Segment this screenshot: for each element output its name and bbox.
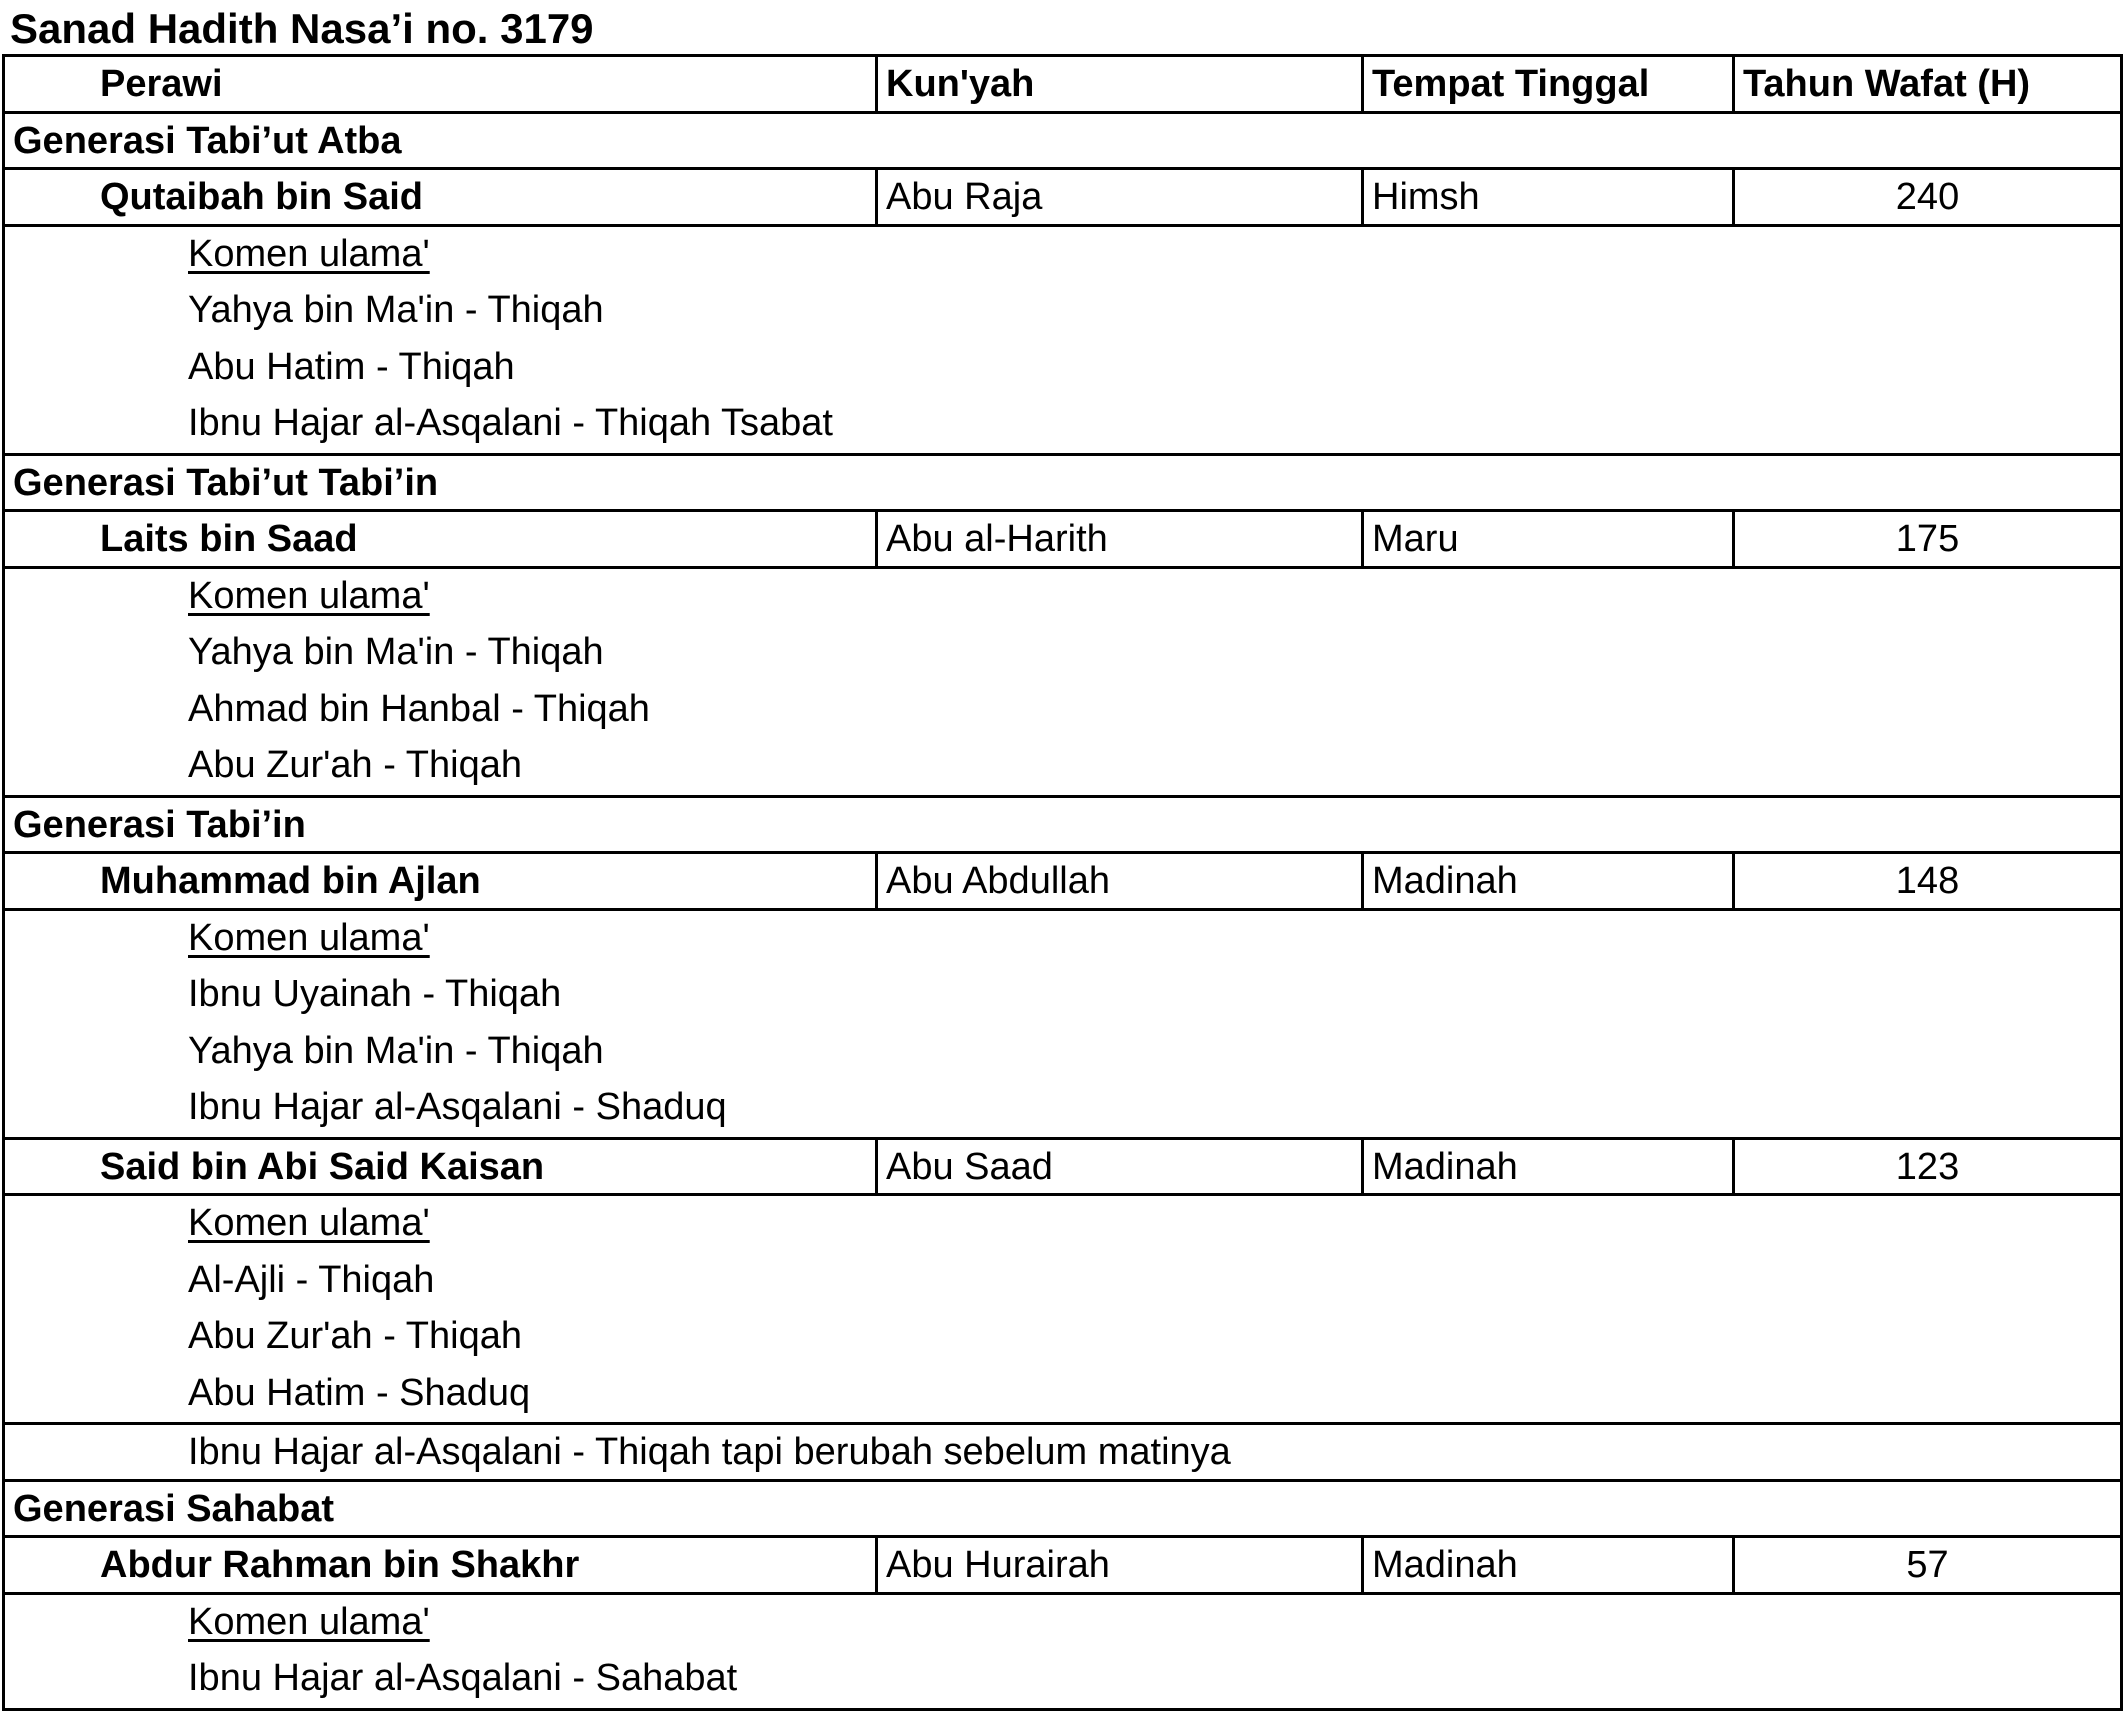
comments-heading <box>5 1196 2120 1253</box>
comments-heading <box>5 569 2120 626</box>
narrator-row <box>5 854 2120 911</box>
narrator-row <box>5 1538 2120 1595</box>
narrator-death-year: 240 <box>1895 176 1960 218</box>
comments-block <box>5 569 2120 798</box>
header-tahun-wafat: Tahun Wafat (H) <box>1743 63 2031 105</box>
narrator-death-year: 57 <box>1906 1544 1949 1586</box>
comment-item: Ibnu Hajar al-Asqalani - Shaduq <box>188 1086 727 1128</box>
comment-item: Yahya bin Ma'in - Thiqah <box>188 289 604 331</box>
narrator-name: Muhammad bin Ajlan <box>5 854 878 908</box>
comment-item: Ibnu Uyainah - Thiqah <box>188 973 562 1015</box>
sanad-table <box>2 54 2123 1711</box>
comment-item-extra: Ibnu Hajar al-Asqalani - Thiqah tapi berubah sebelum matinya <box>5 1425 2120 1482</box>
narrator-residence: Madinah <box>1364 854 1735 908</box>
comments-block <box>5 1595 2120 1711</box>
narrator-row <box>5 1140 2120 1197</box>
header-tempat-tinggal: Tempat Tinggal <box>1364 57 1735 111</box>
narrator-kunyah: Abu Raja <box>878 170 1364 224</box>
generation-row: Generasi Sahabat <box>5 1482 2120 1539</box>
narrator-kunyah: Abu Abdullah <box>878 854 1364 908</box>
narrator-name: Laits bin Saad <box>5 512 878 566</box>
comments-heading-text: Komen ulama' <box>188 1600 430 1643</box>
comment-item: Yahya bin Ma'in - Thiqah <box>188 631 604 673</box>
comment-item: Abu Hatim - Thiqah <box>188 345 515 388</box>
comments-heading <box>5 911 2120 968</box>
table-header-row <box>5 57 2120 114</box>
narrator-kunyah: Abu Hurairah <box>878 1538 1364 1592</box>
generation-row: Generasi Tabi’in <box>5 798 2120 855</box>
comments-heading-text: Komen ulama' <box>188 574 430 617</box>
comment-item: Ibnu Hajar al-Asqalani - Thiqah Tsabat <box>188 402 833 444</box>
narrator-death-year: 148 <box>1895 860 1960 902</box>
comments-heading <box>5 227 2120 284</box>
narrator-name: Said bin Abi Said Kaisan <box>5 1140 878 1194</box>
narrator-row <box>5 170 2120 227</box>
narrator-kunyah: Abu al-Harith <box>878 512 1364 566</box>
header-perawi: Perawi <box>5 57 878 111</box>
narrator-name: Qutaibah bin Said <box>5 170 878 224</box>
comments-heading-text: Komen ulama' <box>188 1202 430 1244</box>
generation-row: Generasi Tabi’ut Tabi’in <box>5 456 2120 513</box>
comment-item: Abu Zur'ah - Thiqah <box>188 744 522 786</box>
comment-item: Yahya bin Ma'in - Thiqah <box>188 1029 604 1072</box>
narrator-residence: Himsh <box>1364 170 1735 224</box>
narrator-death-year: 123 <box>1895 1145 1960 1188</box>
header-kunyah: Kun'yah <box>878 57 1364 111</box>
narrator-residence: Madinah <box>1364 1140 1735 1194</box>
narrator-name: Abdur Rahman bin Shakhr <box>5 1538 878 1592</box>
narrator-residence: Maru <box>1364 512 1735 566</box>
generation-row: Generasi Tabi’ut Atba <box>5 114 2120 171</box>
comments-block <box>5 227 2120 456</box>
comments-block <box>5 1196 2120 1425</box>
page-title: Sanad Hadith Nasa’i no. 3179 <box>10 5 594 52</box>
comment-item: Abu Hatim - Shaduq <box>188 1371 531 1414</box>
comments-heading <box>5 1595 2120 1652</box>
comment-item: Al-Ajli - Thiqah <box>188 1258 435 1301</box>
comment-item: Ahmad bin Hanbal - Thiqah <box>188 687 650 730</box>
narrator-row <box>5 512 2120 569</box>
narrator-residence: Madinah <box>1364 1538 1735 1592</box>
comments-block <box>5 911 2120 1140</box>
comment-item: Abu Zur'ah - Thiqah <box>188 1315 522 1357</box>
comments-heading-text: Komen ulama' <box>188 232 430 275</box>
narrator-kunyah: Abu Saad <box>878 1140 1364 1194</box>
comment-item: Ibnu Hajar al-Asqalani - Sahabat <box>188 1657 738 1699</box>
narrator-death-year: 175 <box>1895 518 1960 560</box>
comments-heading-text: Komen ulama' <box>188 916 430 959</box>
